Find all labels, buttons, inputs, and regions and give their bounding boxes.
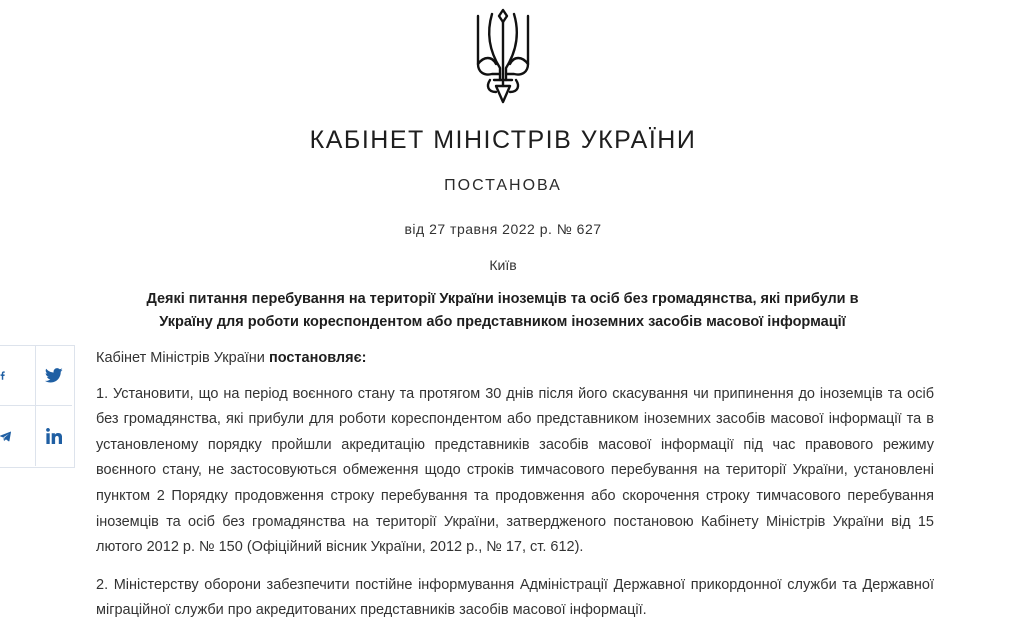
- intro-paragraph: [96, 346, 934, 372]
- document-title-line-2: Україну для роботи кореспондентом або представником іноземних засобів масової інформації: [159, 314, 846, 330]
- share-panel: [0, 345, 75, 468]
- intro-text: Кабінет Міністрів України: [96, 350, 269, 366]
- paragraph-2: 2. Міністерству оборони забезпечити постійне інформування Адміністрації Державної прикордонної служби та Державної міграційної служби про акредитованих представників засобів масової інформації.: [96, 576, 934, 619]
- document-date: від 27 травня 2022 р. № 627: [404, 221, 602, 237]
- share-telegram-button[interactable]: [0, 406, 36, 466]
- linkedin-icon: [46, 428, 62, 444]
- share-linkedin-button[interactable]: [36, 406, 72, 466]
- telegram-icon: [0, 429, 11, 444]
- twitter-icon: [45, 368, 63, 383]
- document-title: [140, 288, 865, 334]
- intro-bold: постановляє:: [268, 350, 367, 366]
- document-title-line-1: Деякі питання перебування на території України іноземців та осіб без громадянства, які прибули в: [146, 291, 859, 307]
- paragraph-1: 1. Установити, що на період воєнного стану та протягом 30 днів після його скасування чи припинення до іноземців та осіб без громадянства, які прибули для роботи кореспондентом або представником іноземних засобів масової інформації та в установленому порядку пройшли акредитацію представників засобів масової інформації під час правового режиму воєнного стану, не застосовуються обмеження щодо строків тимчасового перебування на території України, установлені пунктом 2 Порядку продовження строку перебування та продовження або скорочення строку тимчасового перебування іноземців та осіб без громадянства на території України, затвердженого постановою Кабінету Міністрів України від 15 лютого 2012 р. № 150 (Офіційний вісник України, 2012 р., № 17, ст. 612).: [96, 385, 934, 556]
- org-title: КАБІНЕТ МІНІСТРІВ УКРАЇНИ: [309, 126, 697, 154]
- facebook-icon: [0, 367, 5, 384]
- share-twitter-button[interactable]: [36, 346, 72, 406]
- document-type: ПОСТАНОВА: [444, 177, 562, 194]
- document-city: Київ: [489, 257, 517, 273]
- document-body: [96, 346, 934, 636]
- share-facebook-button[interactable]: [0, 346, 36, 406]
- ukraine-trident-icon: [470, 8, 536, 104]
